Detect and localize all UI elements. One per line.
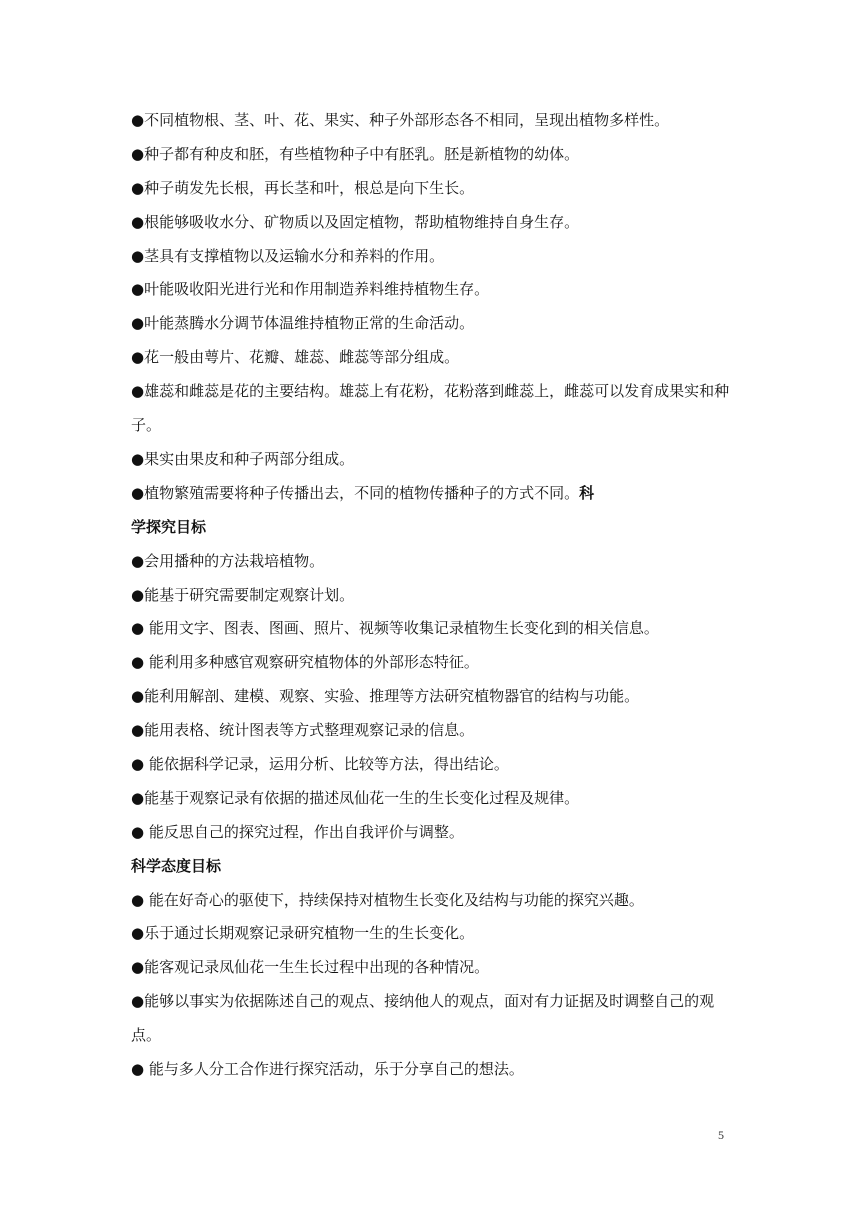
list-item: ● 能反思自己的探究过程，作出自我评价与调整。 <box>131 822 464 841</box>
list-item: ●根能够吸收水分、矿物质以及固定植物，帮助植物维持自身生存。 <box>131 212 580 231</box>
list-item: ●茎具有支撑植物以及运输水分和养料的作用。 <box>131 246 445 265</box>
section-heading-attitude: 科学态度目标 <box>131 856 222 875</box>
list-item: ● 能利用多种感官观察研究植物体的外部形态特征。 <box>131 653 479 672</box>
section-heading-inquiry: 学探究目标 <box>131 517 207 536</box>
heading-fragment: 科 <box>579 483 595 502</box>
list-item: ●能够以事实为依据陈述自己的观点、接纳他人的观点，面对有力证据及时调整自己的观点。 <box>131 992 715 1045</box>
document-page <box>131 104 736 1087</box>
list-item: ●果实由果皮和种子两部分组成。 <box>131 449 355 468</box>
list-item <box>131 477 736 511</box>
list-item: ●不同植物根、茎、叶、花、果实、种子外部形态各不相同，呈现出植物多样性。 <box>131 111 670 129</box>
list-item: ● 能依据科学记录，运用分析、比较等方法，得出结论。 <box>131 754 509 773</box>
list-item: ●会用播种的方法栽培植物。 <box>131 551 325 570</box>
list-item-text: ●植物繁殖需要将种子传播出去，不同的植物传播种子的方式不同。 <box>131 483 580 502</box>
list-item: ●叶能吸收阳光进行光和作用制造养料维持植物生存。 <box>131 280 490 299</box>
page-number: 5 <box>718 1128 724 1142</box>
list-item: ●能用表格、统计图表等方式整理观察记录的信息。 <box>131 721 475 740</box>
list-item: ●种子都有种皮和胚，有些植物种子中有胚乳。胚是新植物的幼体。 <box>131 144 580 163</box>
list-item: ●叶能蒸腾水分调节体温维持植物正常的生命活动。 <box>131 314 475 333</box>
list-item: ●能基于观察记录有依据的描述凤仙花一生的生长变化过程及规律。 <box>131 788 580 807</box>
list-item: ●能客观记录凤仙花一生生长过程中出现的各种情况。 <box>131 958 490 977</box>
list-item: ● 能在好奇心的驱使下，持续保持对植物生长变化及结构与功能的探究兴趣。 <box>131 890 644 909</box>
list-item: ● 能与多人分工合作进行探究活动，乐于分享自己的想法。 <box>131 1060 524 1078</box>
list-item: ●乐于通过长期观察记录研究植物一生的生长变化。 <box>131 924 475 943</box>
list-item: ●能基于研究需要制定观察计划。 <box>131 585 355 604</box>
list-item: ●雄蕊和雌蕊是花的主要结构。雄蕊上有花粉，花粉落到雌蕊上，雌蕊可以发育成果实和种子。 <box>131 382 730 435</box>
list-item: ● 能用文字、图表、图画、照片、视频等收集记录植物生长变化到的相关信息。 <box>131 619 659 638</box>
list-item: ●花一般由萼片、花瓣、雄蕊、雌蕊等部分组成。 <box>131 348 460 367</box>
list-item: ●能利用解剖、建模、观察、实验、推理等方法研究植物器官的结构与功能。 <box>131 687 640 706</box>
list-item: ●种子萌发先长根，再长茎和叶，根总是向下生长。 <box>131 178 475 197</box>
